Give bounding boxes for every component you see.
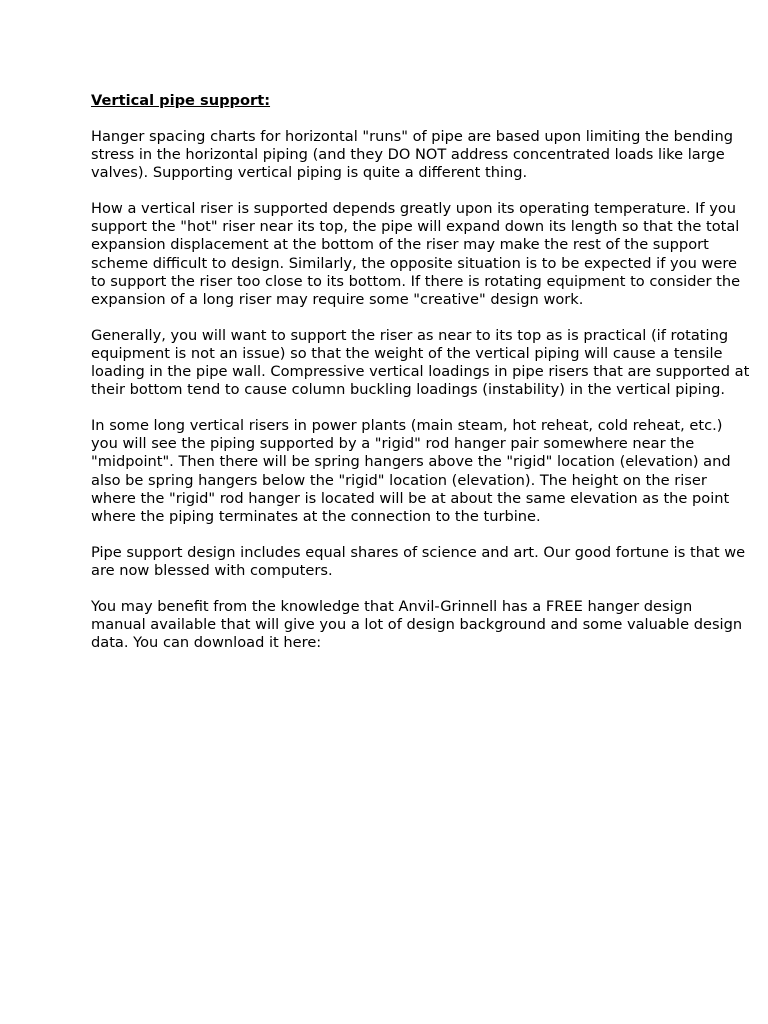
document-body xyxy=(91,92,751,670)
document-heading: Vertical pipe support: xyxy=(91,92,271,109)
paragraph-support-near-top: Generally, you will want to support the riser as near to its top as is practical (if rotating equipment is not an issue) so that the weight of the vertical piping will cause a tensile loading in the pipe wall. Compressive vertical loadings in pipe risers that are supported at their bottom tend to cause column buckling loadings (instability) in the vertical piping. xyxy=(91,326,750,399)
paragraph-anvil-grinnell-manual: You may benefit from the knowledge that Anvil-Grinnell has a FREE hanger design manual available that will give you a lot of design background and some valuable design data. You can download it here: xyxy=(91,597,743,652)
paragraph-hanger-spacing: Hanger spacing charts for horizontal "runs" of pipe are based upon limiting the bending stress in the horizontal piping (and they DO NOT address concentrated loads like large valves). Supporting vertical piping is quite a different thing. xyxy=(91,128,733,182)
paragraph-science-and-art: Pipe support design includes equal shares of science and art. Our good fortune is that we are now blessed with computers. xyxy=(91,543,746,579)
paragraph-riser-temperature: How a vertical riser is supported depends greatly upon its operating temperature. If you support the "hot" riser near its top, the pipe will expand down its length so that the total expansion displacement at the bottom of the riser may make the rest of the support scheme difficult to design. Similarly, the opposite situation is to be expected if you were to support the riser too close to its bottom. If there is rotating equipment to consider the expansion of a long riser may require some "creative" design work. xyxy=(91,200,741,308)
paragraph-power-plant-risers: In some long vertical risers in power plants (main steam, hot reheat, cold reheat, etc.) you will see the piping supported by a "rigid" rod hanger pair somewhere near the "midpoint". Then there will be spring hangers above the "rigid" location (elevation) and also be spring hangers below the "rigid" location (elevation). The height on the riser where the "rigid" rod hanger is located will be at about the same elevation as the point where the piping terminates at the connection to the turbine. xyxy=(91,417,731,525)
